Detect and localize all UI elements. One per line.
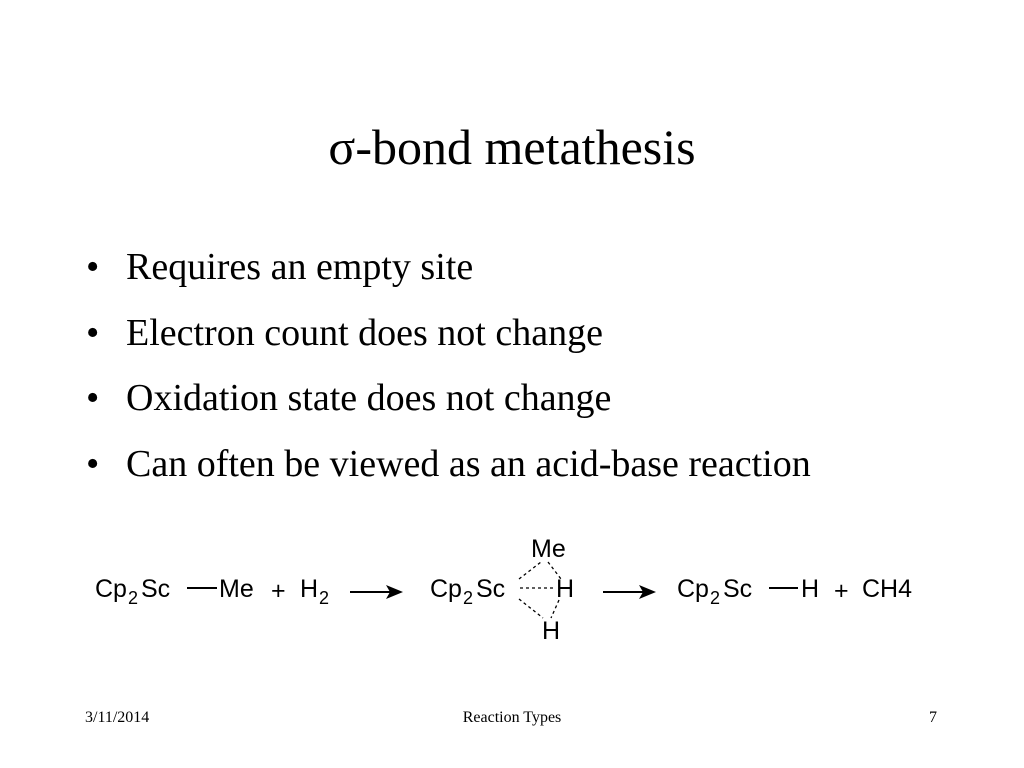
reactant-group: Me (219, 575, 254, 603)
h2-subscript: 2 (319, 588, 330, 608)
plus-sign: + (271, 577, 286, 605)
plus-sign: + (834, 577, 849, 605)
reaction-diagram (0, 520, 1024, 660)
footer-date: 3/11/2014 (85, 709, 150, 726)
reactant-cp: Cp (95, 575, 127, 603)
bullet-icon: • (86, 246, 100, 288)
bullet-list (86, 235, 811, 497)
ts-methyl: Me (531, 535, 566, 563)
product-cp: Cp (677, 575, 709, 603)
product-sc: Sc (723, 575, 753, 603)
product-group: H (801, 575, 820, 603)
bullet-text: Requires an empty site (126, 246, 474, 288)
bullet-text: Can often be viewed as an acid-base reaction (126, 442, 811, 485)
reactant-subscript: 2 (128, 588, 139, 608)
slide-title: σ-bond metathesis (328, 119, 696, 175)
ts-hydrogen-bottom: H (542, 617, 561, 645)
bullet-item (86, 235, 811, 301)
ts-hydrogen-right: H (556, 575, 575, 603)
product-subscript: 2 (710, 588, 721, 608)
bullet-icon: • (86, 311, 100, 354)
ts-partial-bond (548, 562, 561, 579)
h2-h: H (300, 575, 319, 603)
page-number: 7 (929, 709, 937, 726)
ts-partial-bond (519, 562, 541, 579)
bullet-icon: • (86, 442, 100, 485)
reaction-scheme (0, 520, 1024, 660)
reactant-sc: Sc (141, 575, 171, 603)
ts-partial-bond (551, 600, 559, 618)
footer-title: Reaction Types (462, 709, 562, 726)
bullet-icon: • (86, 377, 100, 419)
ts-cp: Cp (430, 575, 462, 603)
ts-sc: Sc (476, 575, 506, 603)
bullet-text: Electron count does not change (126, 311, 603, 354)
byproduct: CH4 (862, 575, 913, 603)
bullet-item (86, 366, 811, 432)
bullet-text: Oxidation state does not change (126, 377, 612, 419)
bullet-item (86, 301, 811, 367)
ts-partial-bond (519, 599, 543, 618)
ts-subscript: 2 (463, 588, 474, 608)
bullet-item (86, 432, 811, 498)
